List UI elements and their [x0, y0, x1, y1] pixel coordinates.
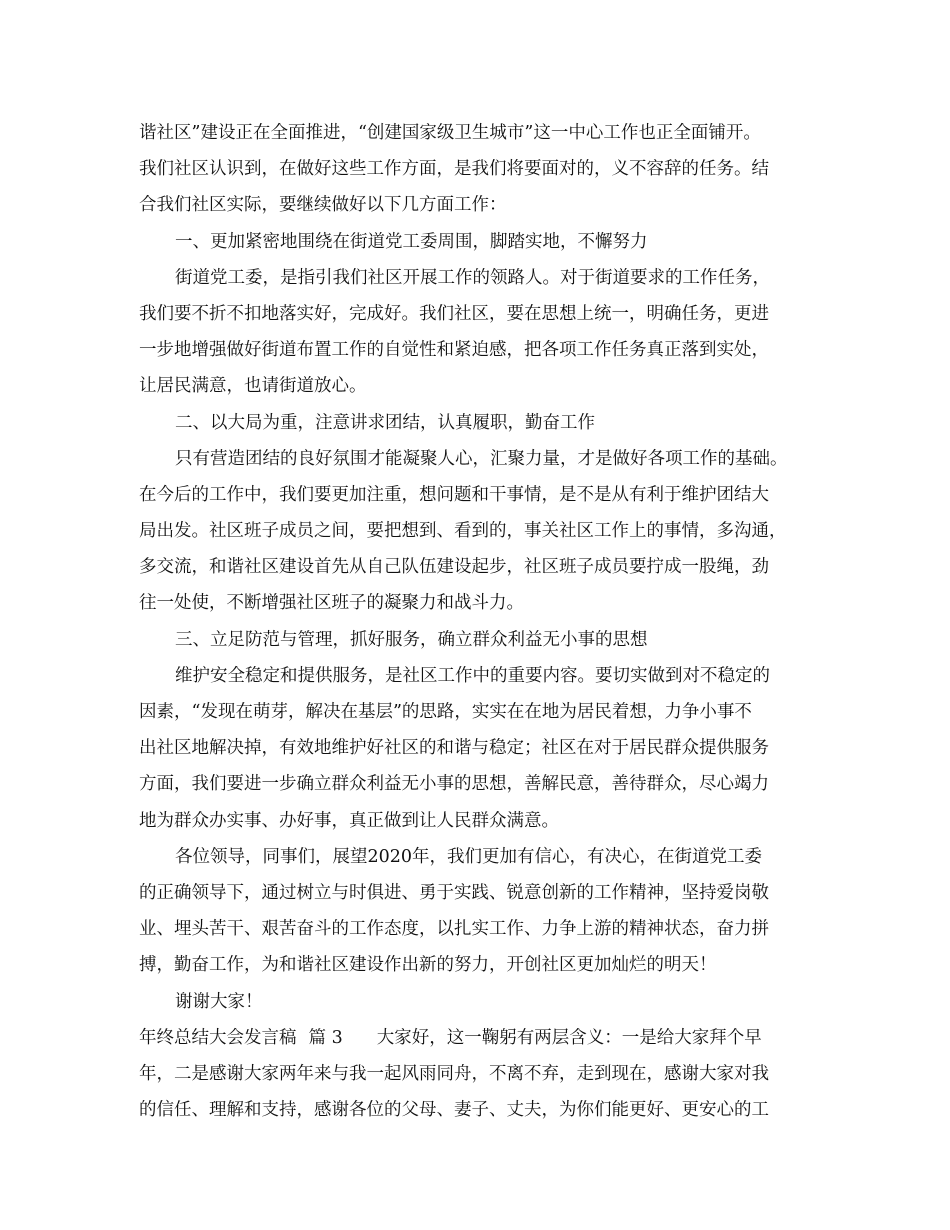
text-line: 的正确领导下，通过树立与时俱进、勇于实践、锐意创新的工作精神，坚持爱岗敬	[139, 882, 769, 903]
text-line: 维护安全稳定和提供服务，是社区工作中的重要内容。要切实做到对不稳定的	[175, 665, 770, 686]
text-line: 方面，我们要进一步确立群众利益无小事的思想，善解民意，善待群众，尽心竭力	[139, 774, 769, 795]
text-line: 在今后的工作中，我们要更加注重，想问题和干事情，是不是从有利于维护团结大	[139, 484, 769, 505]
text-line: 让居民满意，也请街道放心。	[139, 376, 367, 397]
section-heading: 一、更加紧密地围绕在街道党工委周围，脚踏实地，不懈努力	[175, 231, 648, 252]
text-line: 合我们社区实际，要继续做好以下几方面工作：	[139, 195, 507, 216]
text-line: 往一处使，不断增强社区班子的凝聚力和战斗力。	[139, 593, 524, 614]
text-line: 一步地增强做好街道布置工作的自觉性和紧迫感，把各项工作任务真正落到实处，	[139, 340, 769, 361]
text-line: 谐社区”建设正在全面推进，“创建国家级卫生城市”这一中心工作也正全面铺开。	[139, 123, 761, 143]
text-line: 谢谢大家！	[175, 991, 263, 1012]
article-title: 年终总结大会发言稿	[139, 1027, 297, 1048]
article-title-line	[139, 1020, 829, 1056]
text-line: 地为群众办实事、办好事，真正做到让人民群众满意。	[139, 810, 559, 831]
text-line: 街道党工委，是指引我们社区开展工作的领路人。对于街道要求的工作任务，	[175, 267, 770, 288]
text-line: 我们要不折不扣地落实好，完成好。我们社区，要在思想上统一，明确任务，更进	[139, 303, 769, 324]
text-line: 只有营造团结的良好氛围才能凝聚人心，汇聚力量，才是做好各项工作的基础。	[175, 448, 788, 469]
text-line: 局出发。社区班子成员之间，要把想到、看到的，事关社区工作上的事情，多沟通，	[139, 521, 787, 542]
text-line: 我们社区认识到，在做好这些工作方面，是我们将要面对的，义不容辞的任务。结	[139, 159, 769, 180]
article-text: 大家好，这一鞠躬有两层含义：一是给大家拜个早	[376, 1027, 762, 1048]
text-line: 出社区地解决掉，有效地维护好社区的和谐与稳定；社区在对于居民群众提供服务	[139, 738, 769, 759]
text-line: 因素，“发现在萌芽，解决在基层”的思路，实实在在地为居民着想，力争小事不	[139, 702, 752, 722]
document-body	[139, 115, 829, 1128]
text-line: 的信任、理解和支持，感谢各位的父母、妻子、丈夫，为你们能更好、更安心的工	[139, 1100, 769, 1121]
section-heading: 三、立足防范与管理，抓好服务，确立群众利益无小事的思想	[175, 629, 648, 650]
text-line: 搏，勤奋工作，为和谐社区建设作出新的努力，开创社区更加灿烂的明天！	[139, 955, 717, 976]
section-heading: 二、以大局为重，注意讲求团结，认真履职，勤奋工作	[175, 412, 595, 433]
text-line: 业、埋头苦干、艰苦奋斗的工作态度，以扎实工作、力争上游的精神状态，奋力拼	[139, 919, 769, 940]
text-line: 各位领导，同事们，展望2020年，我们更加有信心，有决心，在街道党工委	[175, 846, 763, 867]
text-line: 年，二是感谢大家两年来与我一起风雨同舟，不离不弃，走到现在，感谢大家对我	[139, 1063, 769, 1084]
article-label: 篇 3	[308, 1027, 343, 1048]
text-line: 多交流，和谐社区建设首先从自己队伍建设起步，社区班子成员要拧成一股绳，劲	[139, 557, 769, 578]
